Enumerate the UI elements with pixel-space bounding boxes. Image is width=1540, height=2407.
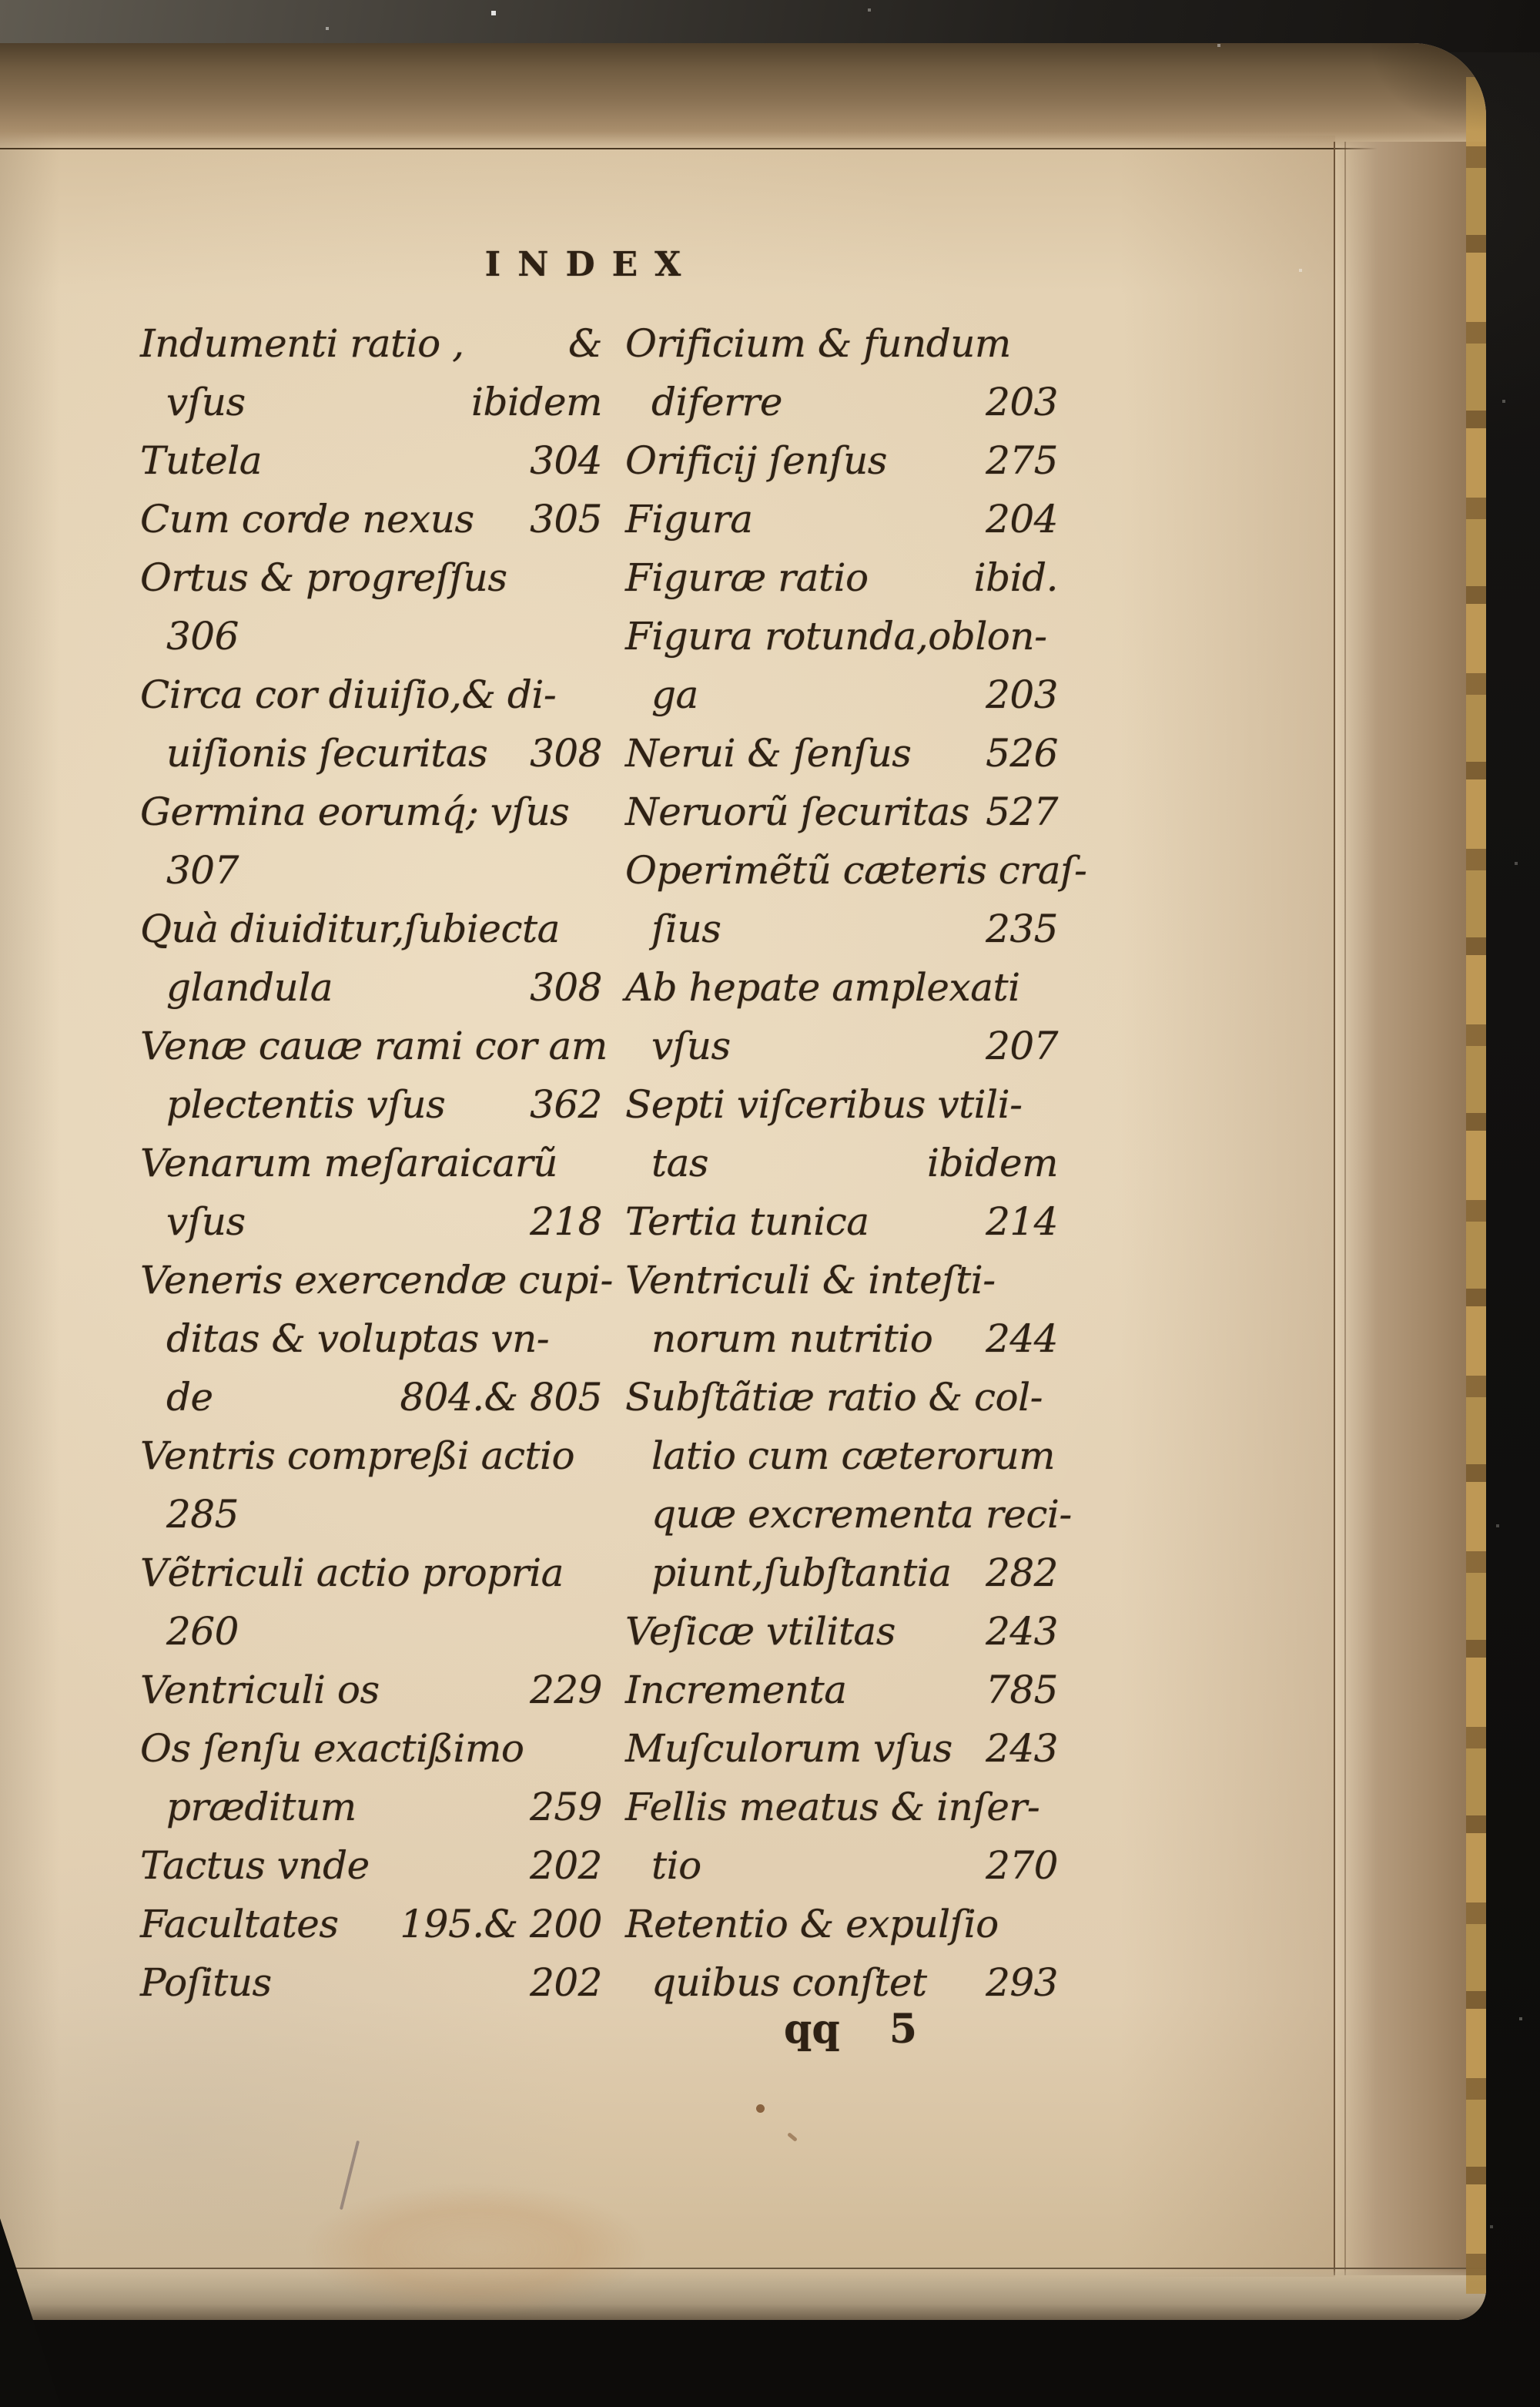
index-entry — [140, 1134, 602, 1192]
entry-text: norum nutritio — [651, 1316, 933, 1361]
entry-text: Operimẽtũ cæteris craſ- — [625, 848, 1087, 893]
entry-text: Septi viſceribus vtili- — [625, 1082, 1023, 1127]
index-entry — [625, 958, 1058, 1017]
index-entry — [625, 490, 1058, 548]
index-entry — [625, 1836, 1058, 1895]
index-entry — [625, 373, 1058, 431]
entry-text: Vẽtriculi actio propria — [140, 1550, 564, 1595]
index-entry — [140, 1778, 602, 1836]
index-entry — [140, 1075, 602, 1134]
index-entry — [140, 1485, 602, 1544]
entry-page-number: 214 — [986, 1199, 1058, 1244]
entry-text: Ventriculi & inteſti- — [625, 1258, 996, 1302]
entry-text: diferre — [651, 380, 782, 424]
entry-text: Tertia tunica — [625, 1199, 869, 1244]
entry-text: Venæ cauæ rami cor am — [140, 1024, 608, 1068]
entry-text: Venarum meſaraicarũ — [140, 1141, 557, 1185]
index-entry — [625, 1309, 1058, 1368]
entry-text: Subſtãtiæ ratio & col- — [625, 1375, 1043, 1420]
entry-text: 307 — [166, 848, 239, 893]
entry-text: glandula — [166, 965, 333, 1010]
index-entry — [140, 607, 602, 665]
entry-page-number: 243 — [986, 1726, 1058, 1771]
entry-page-number: 202 — [530, 1960, 602, 2005]
entry-page-number: 207 — [986, 1024, 1058, 1068]
index-entry — [140, 1544, 602, 1602]
entry-page-number: 259 — [530, 1785, 602, 1829]
entry-page-number: 270 — [986, 1843, 1058, 1888]
index-entry — [625, 1134, 1058, 1192]
index-text-block — [0, 43, 1486, 2320]
entry-page-number: 308 — [530, 731, 602, 776]
dust-specks — [0, 0, 2, 2]
entry-text: Ab hepate amplexati — [625, 965, 1020, 1010]
entry-text: plectentis vſus — [166, 1082, 446, 1127]
entry-page-number: 527 — [986, 789, 1058, 834]
entry-page-number: 308 — [530, 965, 602, 1010]
entry-text: piunt,ſubſtantia — [651, 1550, 952, 1595]
entry-page-number: 229 — [530, 1668, 602, 1712]
index-entry — [140, 1895, 602, 1953]
entry-text: Tactus vnde — [140, 1843, 370, 1888]
index-entry — [140, 1602, 602, 1661]
entry-page-number: 244 — [986, 1316, 1058, 1361]
entry-text: Figura rotunda,oblon- — [625, 614, 1047, 659]
index-entry — [625, 431, 1058, 490]
entry-text: Nerui & ſenſus — [625, 731, 912, 776]
index-entry — [625, 1719, 1058, 1778]
entry-text: vſus — [166, 1199, 246, 1244]
index-entry — [140, 1953, 602, 2012]
entry-page-number: 195.& 200 — [400, 1902, 602, 1946]
index-entry — [140, 958, 602, 1017]
entry-text: Os ſenſu exactißimo — [140, 1726, 524, 1771]
entry-text: Figuræ ratio — [625, 555, 869, 600]
index-entry — [625, 1661, 1058, 1719]
index-entry — [625, 900, 1058, 958]
index-column-left — [140, 314, 613, 2012]
entry-page-number: 243 — [986, 1609, 1058, 1654]
entry-text: quibus conſtet — [651, 1960, 927, 2005]
entry-text: Muſculorum vſus — [625, 1726, 952, 1771]
index-entry — [140, 1661, 602, 1719]
index-entry — [625, 841, 1087, 900]
entry-page-number: 204 — [986, 497, 1058, 541]
index-entry — [140, 1426, 602, 1485]
entry-text: Orificium & fundum — [625, 321, 1011, 366]
index-entry — [140, 841, 602, 900]
entry-page-number: & — [567, 321, 602, 366]
index-entry — [625, 548, 1058, 607]
entry-text: ga — [651, 672, 698, 717]
entry-text: Incrementa — [625, 1668, 847, 1712]
entry-text: Indumenti ratio , — [140, 321, 464, 366]
entry-text: ditas & voluptas vn- — [166, 1316, 550, 1361]
index-entry — [140, 373, 602, 431]
entry-text: Figura — [625, 497, 753, 541]
entry-page-number: 275 — [986, 438, 1058, 483]
entry-text: latio cum cæterorum — [651, 1433, 1056, 1478]
entry-page-number: 202 — [530, 1843, 602, 1888]
entry-text: Cum corde nexus — [140, 497, 474, 541]
index-entry — [625, 1895, 1058, 1953]
entry-text: præditum — [166, 1785, 357, 1829]
entry-text: Retentio & expulſio — [625, 1902, 999, 1946]
index-entry — [625, 1602, 1058, 1661]
entry-text: vſus — [166, 380, 246, 424]
entry-text: Fellis meatus & inſer- — [625, 1785, 1040, 1829]
index-entry — [625, 1778, 1058, 1836]
index-entry — [140, 1719, 602, 1778]
index-entry — [140, 431, 602, 490]
index-entry — [140, 665, 602, 724]
index-entry — [625, 607, 1058, 665]
index-entry — [625, 1075, 1058, 1134]
entry-page-number: 218 — [530, 1199, 602, 1244]
index-entry — [140, 1192, 602, 1251]
signature-mark: qq 5 — [784, 2006, 918, 2053]
book-page — [0, 43, 1486, 2320]
entry-page-number: 293 — [986, 1960, 1058, 2005]
entry-text: Veneris exercendæ cupi- — [140, 1258, 613, 1302]
entry-text: uiſionis ſecuritas — [166, 731, 488, 776]
index-entry — [140, 1017, 608, 1075]
entry-text: Tutela — [140, 438, 263, 483]
entry-text: quæ excrementa reci- — [651, 1492, 1072, 1537]
index-entry — [140, 1836, 602, 1895]
index-entry — [625, 665, 1058, 724]
index-entry — [140, 548, 602, 607]
index-entry — [140, 1251, 613, 1309]
index-entry — [625, 1368, 1058, 1426]
entry-text: 306 — [166, 614, 239, 659]
entry-text: Quà diuiditur,ſubiecta — [140, 907, 560, 951]
index-entry — [140, 490, 602, 548]
entry-text: Circa cor diuiſio,& di- — [140, 672, 557, 717]
entry-text: Orificij ſenſus — [625, 438, 887, 483]
entry-page-number: 304 — [530, 438, 602, 483]
entry-page-number: ibidem — [927, 1141, 1058, 1185]
index-entry — [625, 1251, 1058, 1309]
entry-text: 285 — [166, 1492, 239, 1537]
entry-text: Poſitus — [140, 1960, 272, 2005]
entry-page-number: ibid. — [973, 555, 1058, 600]
entry-text: Germina eorumq́; vſus — [140, 789, 570, 834]
entry-text: tio — [651, 1843, 701, 1888]
index-entry — [140, 900, 602, 958]
entry-page-number: 235 — [986, 907, 1058, 951]
index-entry — [625, 1485, 1072, 1544]
index-entry — [625, 1017, 1058, 1075]
entry-page-number: ibidem — [471, 380, 602, 424]
entry-text: 260 — [166, 1609, 239, 1654]
index-entry — [625, 1426, 1058, 1485]
entry-text: ſius — [651, 907, 721, 951]
index-entry — [625, 1544, 1058, 1602]
index-column-right — [625, 314, 1087, 2012]
entry-text: Facultates — [140, 1902, 339, 1946]
entry-page-number: 362 — [530, 1082, 602, 1127]
entry-page-number: 203 — [986, 672, 1058, 717]
index-entry — [140, 724, 602, 783]
entry-page-number: 804.& 805 — [400, 1375, 602, 1420]
entry-page-number: 785 — [986, 1668, 1058, 1712]
index-entry — [140, 1309, 602, 1368]
entry-text: de — [166, 1375, 213, 1420]
entry-page-number: 203 — [986, 380, 1058, 424]
entry-text: Ventriculi os — [140, 1668, 380, 1712]
entry-page-number: 305 — [530, 497, 602, 541]
index-entry — [140, 1368, 602, 1426]
index-entry — [625, 783, 1058, 841]
index-entry — [140, 314, 602, 373]
entry-page-number: 526 — [986, 731, 1058, 776]
index-entry — [625, 724, 1058, 783]
index-entry — [625, 1192, 1058, 1251]
index-entry — [625, 1953, 1058, 2012]
entry-text: vſus — [651, 1024, 731, 1068]
entry-text: tas — [651, 1141, 709, 1185]
entry-text: Ortus & progreſſus — [140, 555, 507, 600]
entry-text: Ventris compreßi actio — [140, 1433, 575, 1478]
entry-text: Neruorũ ſecuritas — [625, 789, 969, 834]
index-entry — [625, 314, 1058, 373]
entry-page-number: 282 — [986, 1550, 1058, 1595]
index-entry — [140, 783, 602, 841]
entry-text: Veſicæ vtilitas — [625, 1609, 896, 1654]
page-title: INDEX — [484, 245, 698, 284]
